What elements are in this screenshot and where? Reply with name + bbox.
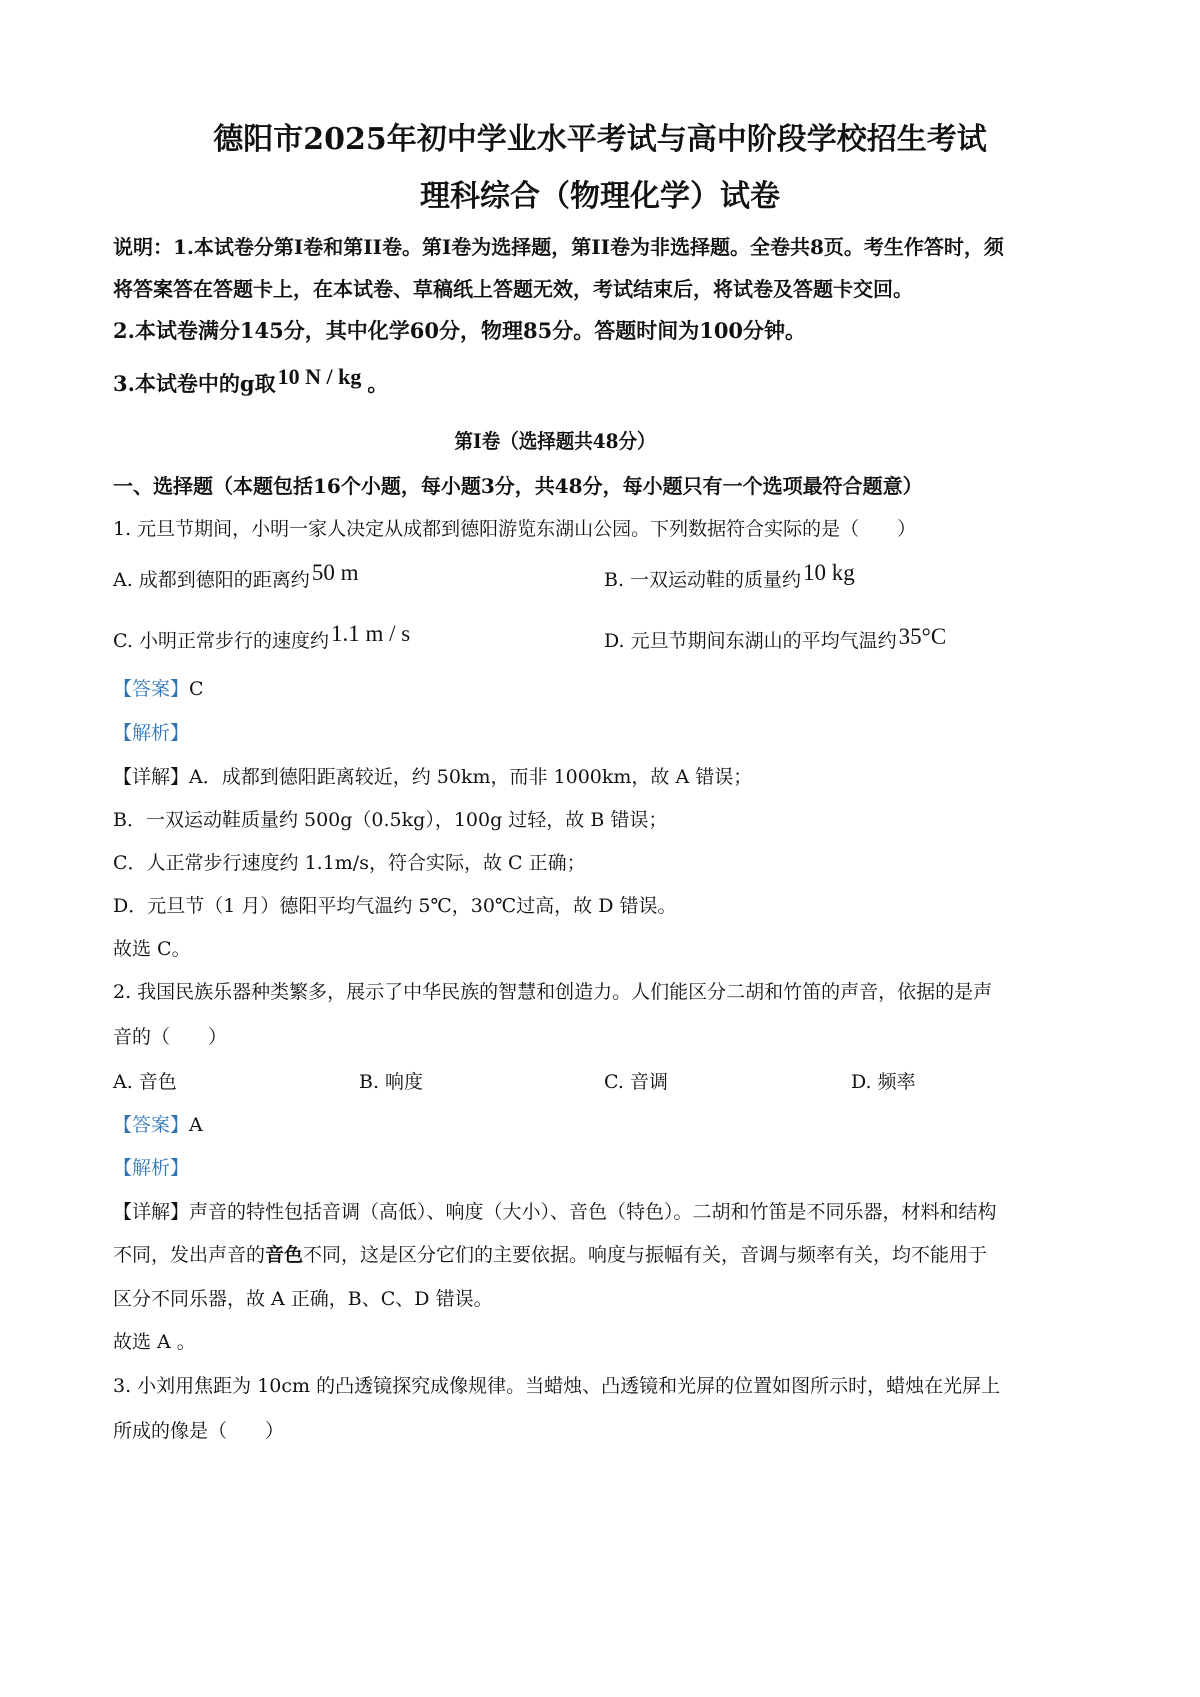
question-3-stem-2: 所成的像是（ ） [113, 1420, 285, 1442]
exam-subtitle: 理科综合（物理化学）试卷 [420, 179, 780, 214]
question-1-detail-1 [113, 762, 752, 789]
question-2-stem-2: 音的（ ） [113, 1026, 228, 1048]
option-d-text: D. 元旦节期间东湖山的平均气温约 [604, 630, 897, 652]
question-3-stem-1: 3. 小刘用焦距为 10cm 的凸透镜探究成像规律。当蜡烛、凸透镜和光屏的位置如图所示时，蜡烛在光屏上 [113, 1375, 1001, 1397]
question-1-detail-4: D．元旦节（1 月）德阳平均气温约 5℃，30℃过高，故 D 错误。 [113, 895, 677, 917]
option-a-value: 50 m [311, 560, 359, 585]
question-1-option-c [113, 621, 411, 653]
instructions-line-4-text: 3.本试卷中的g取 [113, 371, 276, 396]
question-2-answer [113, 1110, 203, 1137]
instructions-line-1: 说明：1.本试卷分第I卷和第II卷。第I卷为选择题，第II卷为非选择题。全卷共8页。考生作答时，须 [113, 235, 1004, 259]
question-2-analysis-label: 【解析】 [113, 1157, 190, 1179]
question-1-option-d [604, 626, 946, 653]
detail-text: 声音的特性包括音调（高低）、响度（大小）、音色（特色）。二胡和竹笛是不同乐器，材料和结构 [189, 1201, 997, 1223]
detail-label: 【详解】 [113, 1201, 190, 1223]
exam-title: 德阳市2025年初中学业水平考试与高中阶段学校招生考试 [213, 122, 987, 157]
option-c-text: C. 小明正常步行的速度约 [113, 630, 329, 652]
question-1-option-a [113, 560, 359, 592]
option-b-text: B. 一双运动鞋的质量约 [604, 569, 802, 591]
gravity-value: 10 N / kg [277, 364, 362, 389]
question-1-option-b [604, 560, 855, 592]
detail-text: A．成都到德阳距离较近，约 50km，而非 1000km，故 A 错误； [189, 766, 753, 788]
question-2-option-d: D. 频率 [851, 1071, 916, 1093]
answer-value: A [189, 1114, 203, 1136]
part-title: 一、选择题（本题包括16个小题，每小题3分，共48分，每小题只有一个选项最符合题意） [113, 474, 923, 498]
question-2-detail-2 [113, 1240, 987, 1267]
detail-text-bold: 音色 [265, 1244, 304, 1266]
detail-text-post: 不同，这是区分它们的主要依据。响度与振幅有关，音调与频率有关，均不能用于 [303, 1244, 988, 1266]
option-b-value: 10 kg [803, 560, 855, 585]
question-2-detail-1 [113, 1197, 997, 1224]
question-2-stem-1: 2. 我国民族乐器种类繁多，展示了中华民族的智慧和创造力。人们能区分二胡和竹笛的声音，依据的是声 [113, 981, 993, 1003]
question-1-stem: 1. 元旦节期间，小明一家人决定从成都到德阳游览东湖山公园。下列数据符合实际的是（ ） [113, 518, 917, 540]
detail-text-pre: 不同，发出声音的 [113, 1244, 266, 1266]
instructions-line-3: 2.本试卷满分145分，其中化学60分，物理85分。答题时间为100分钟。 [113, 318, 807, 343]
option-c-value: 1.1 m / s [330, 621, 411, 646]
instructions-line-4-end: 。 [367, 371, 389, 396]
instructions-line-4 [113, 364, 389, 398]
answer-label: 【答案】 [113, 678, 190, 700]
instructions-line-2: 将答案答在答题卡上，在本试卷、草稿纸上答题无效，考试结束后，将试卷及答题卡交回。 [113, 277, 913, 301]
answer-label: 【答案】 [113, 1114, 190, 1136]
question-1-detail-3: C．人正常步行速度约 1.1m/s，符合实际，故 C 正确； [113, 852, 586, 874]
question-2-conclusion: 故选 A 。 [113, 1331, 196, 1353]
question-2-detail-3: 区分不同乐器，故 A 正确，B、C、D 错误。 [113, 1288, 493, 1310]
question-1-conclusion: 故选 C。 [113, 938, 191, 960]
question-1-analysis-label: 【解析】 [113, 722, 190, 744]
detail-label: 【详解】 [113, 766, 190, 788]
question-1-detail-2: B．一双运动鞋质量约 500g（0.5kg），100g 过轻，故 B 错误； [113, 809, 668, 831]
question-2-option-a: A. 音色 [113, 1071, 177, 1093]
question-2-option-c: C. 音调 [604, 1071, 668, 1093]
answer-value: C [189, 678, 204, 700]
section-title: 第I卷（选择题共48分） [454, 429, 656, 453]
question-1-answer [113, 674, 204, 701]
option-d-value: 35°C [898, 624, 947, 649]
question-2-option-b: B. 响度 [359, 1071, 424, 1093]
option-a-text: A. 成都到德阳的距离约 [113, 569, 310, 591]
